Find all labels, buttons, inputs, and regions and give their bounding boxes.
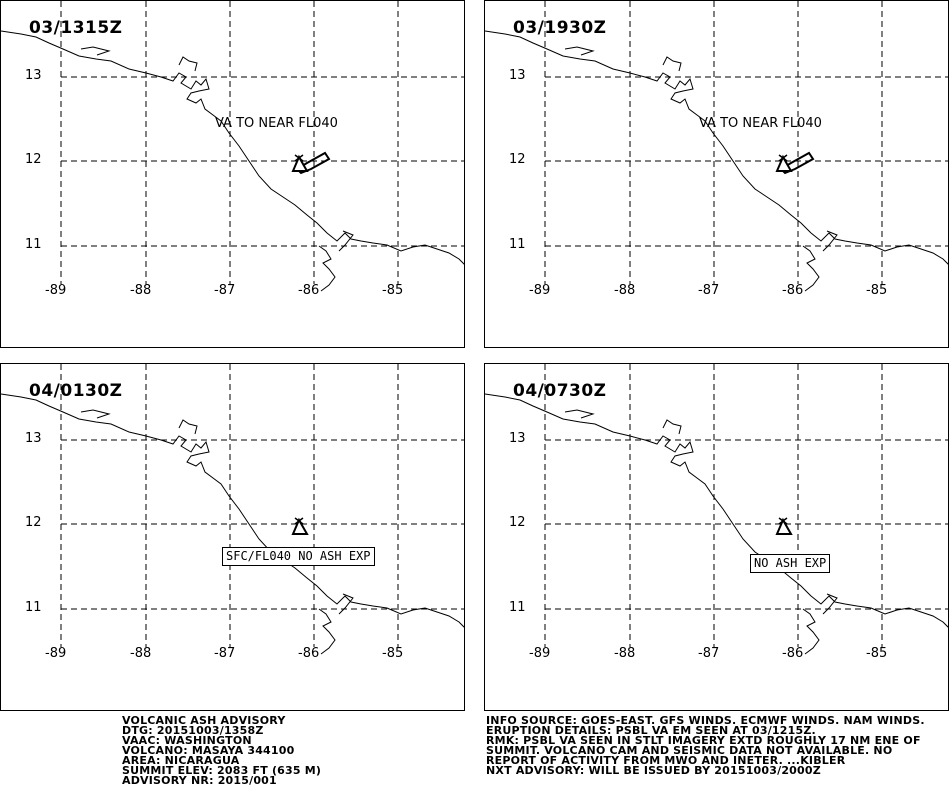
map-panel bbox=[484, 0, 949, 348]
lon-label: -86 bbox=[298, 283, 320, 298]
lat-label: 13 bbox=[509, 431, 526, 446]
ash-box-label: SFC/FL040 NO ASH EXP bbox=[222, 547, 375, 566]
advisory-left-block bbox=[122, 716, 321, 786]
lat-label: 13 bbox=[25, 68, 42, 83]
panel-time: 03/1930Z bbox=[513, 18, 607, 38]
lon-label: -87 bbox=[214, 283, 236, 298]
lat-label: 12 bbox=[509, 152, 526, 167]
advisory-line: SUMMIT. VOLCANO CAM AND SEISMIC DATA NOT AVAILABLE. NO bbox=[486, 744, 893, 757]
lon-label: -87 bbox=[698, 283, 720, 298]
lat-lon-grid bbox=[545, 1, 949, 284]
lat-lon-grid bbox=[545, 364, 949, 647]
lat-label: 13 bbox=[509, 68, 526, 83]
lon-label: -89 bbox=[45, 283, 67, 298]
lon-label: -85 bbox=[866, 283, 888, 298]
lat-label: 12 bbox=[509, 515, 526, 530]
lat-label: 13 bbox=[25, 431, 42, 446]
lon-label: -87 bbox=[214, 646, 236, 661]
lon-label: -89 bbox=[45, 646, 67, 661]
lat-label: 11 bbox=[25, 600, 42, 615]
lat-lon-grid bbox=[61, 1, 465, 284]
panel-time: 03/1315Z bbox=[29, 18, 123, 38]
map-panel bbox=[484, 363, 949, 711]
lon-label: -88 bbox=[614, 646, 636, 661]
lon-label: -86 bbox=[782, 646, 804, 661]
lon-label: -86 bbox=[298, 646, 320, 661]
advisory-line: SUMMIT ELEV: 2083 FT (635 M) bbox=[122, 764, 322, 777]
lat-label: 12 bbox=[25, 152, 42, 167]
lon-label: -85 bbox=[382, 646, 404, 661]
lon-label: -89 bbox=[529, 646, 551, 661]
advisory-line: ADVISORY NR: 2015/001 bbox=[122, 774, 277, 787]
lat-label: 11 bbox=[25, 237, 42, 252]
lon-label: -85 bbox=[382, 283, 404, 298]
lon-label: -88 bbox=[614, 283, 636, 298]
advisory-line: DTG: 20151003/1358Z bbox=[122, 724, 264, 737]
lon-label: -88 bbox=[130, 283, 152, 298]
advisory-line: RMK: PSBL VA SEEN IN STLT IMAGERY EXTD ROUGHLY 17 NM ENE OF bbox=[486, 734, 921, 747]
advisory-line: VOLCANO: MASAYA 344100 bbox=[122, 744, 295, 757]
advisory-line: VOLCANIC ASH ADVISORY bbox=[122, 714, 286, 727]
ash-annotation: VA TO NEAR FL040 bbox=[699, 116, 822, 131]
advisory-line: REPORT OF ACTIVITY FROM MWO AND INETER. ...KIBLER bbox=[486, 754, 846, 767]
lon-label: -88 bbox=[130, 646, 152, 661]
advisory-line: VAAC: WASHINGTON bbox=[122, 734, 252, 747]
panel-time: 04/0730Z bbox=[513, 381, 607, 401]
map-panel bbox=[0, 0, 465, 348]
ash-box-label: NO ASH EXP bbox=[750, 554, 830, 573]
ash-annotation: VA TO NEAR FL040 bbox=[215, 116, 338, 131]
advisory-right-block bbox=[486, 716, 925, 776]
map-panel bbox=[0, 363, 465, 711]
lat-lon-grid bbox=[61, 364, 465, 647]
lat-label: 11 bbox=[509, 237, 526, 252]
advisory-line: INFO SOURCE: GOES-EAST. GFS WINDS. ECMWF WINDS. NAM WINDS. bbox=[486, 714, 925, 727]
lon-label: -87 bbox=[698, 646, 720, 661]
lon-label: -86 bbox=[782, 283, 804, 298]
advisory-line: AREA: NICARAGUA bbox=[122, 754, 240, 767]
lon-label: -85 bbox=[866, 646, 888, 661]
lat-label: 11 bbox=[509, 600, 526, 615]
lat-label: 12 bbox=[25, 515, 42, 530]
advisory-line: ERUPTION DETAILS: PSBL VA EM SEEN AT 03/1215Z. bbox=[486, 724, 816, 737]
lon-label: -89 bbox=[529, 283, 551, 298]
advisory-line: NXT ADVISORY: WILL BE ISSUED BY 20151003/2000Z bbox=[486, 764, 821, 777]
panel-time: 04/0130Z bbox=[29, 381, 123, 401]
